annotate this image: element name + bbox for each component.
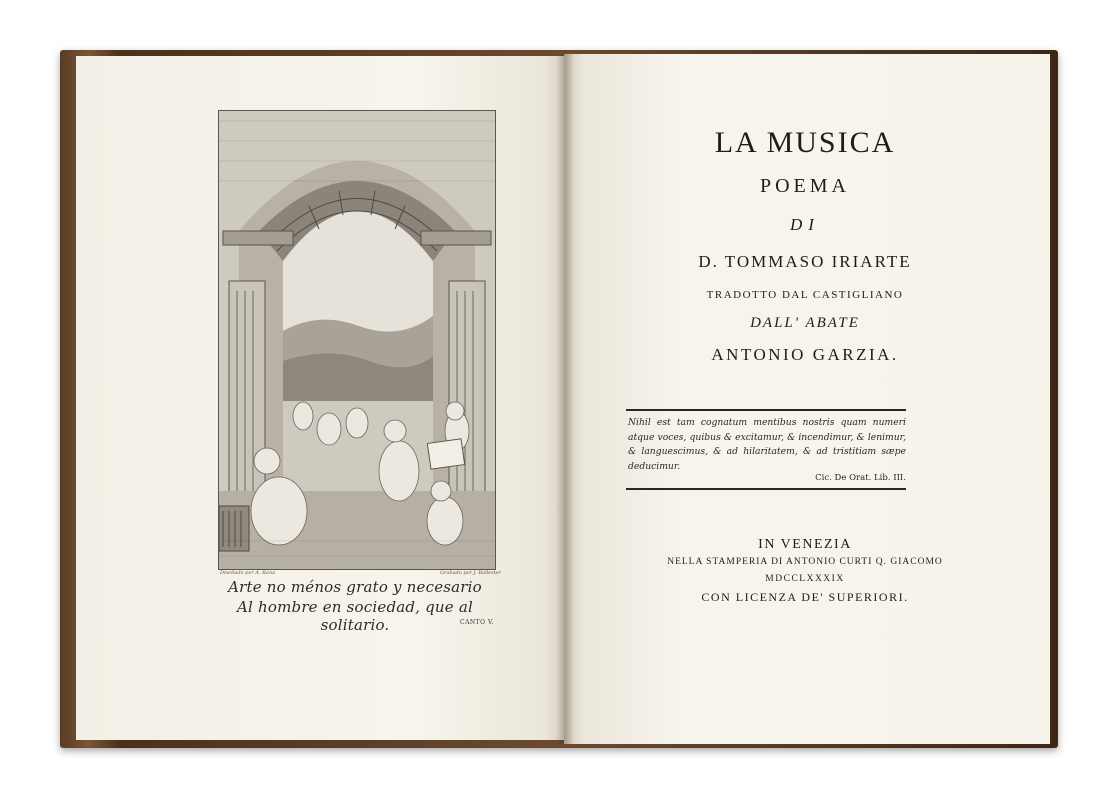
epigraph-quote: Nihil est tam cognatum mentibus nostris quam numeri atque voces, quibus & excitamur, & incendimur, & lenimur, & languescimus, & ad hilaritatem, & ad tristitiam sæpe deducimur. <box>628 417 906 472</box>
publication-year: MDCCLXXXIX <box>765 574 845 584</box>
quote-rule-bottom <box>626 488 906 490</box>
quote-rule-top <box>626 409 906 411</box>
frontispiece-engraving <box>218 110 496 570</box>
printer-line: NELLA STAMPERIA DI ANTONIO CURTI Q. GIACOMO <box>667 557 943 567</box>
engraving-engraver-credit: Grabado por J. Ballester <box>440 570 502 576</box>
publication-place: IN VENEZIA <box>758 537 852 552</box>
translator-title: DALL' ABATE <box>750 315 860 331</box>
translation-note: TRADOTTO DAL CASTIGLIANO <box>706 289 904 301</box>
author-name: D. TOMMASO IRIARTE <box>698 252 912 271</box>
translator-name: ANTONIO GARZIA. <box>711 345 899 364</box>
engraving-caption-line-2: Al hombre en sociedad, que al solitario. <box>237 598 473 634</box>
by-word: DI <box>790 215 820 234</box>
canto-reference: CANTO V. <box>460 619 495 626</box>
book-subtitle: POEMA <box>759 175 850 197</box>
engraving-caption-line-1: Arte no ménos grato y necesario <box>228 578 482 596</box>
epigraph-source: Cic. De Orat. Lib. III. <box>815 473 906 483</box>
book-gutter <box>556 54 574 744</box>
license-line: CON LICENZA DE' SUPERIORI. <box>701 590 909 604</box>
engraving-designer-credit: Diseñado por A. Rana <box>220 570 276 576</box>
book-title: LA MUSICA <box>714 126 896 159</box>
